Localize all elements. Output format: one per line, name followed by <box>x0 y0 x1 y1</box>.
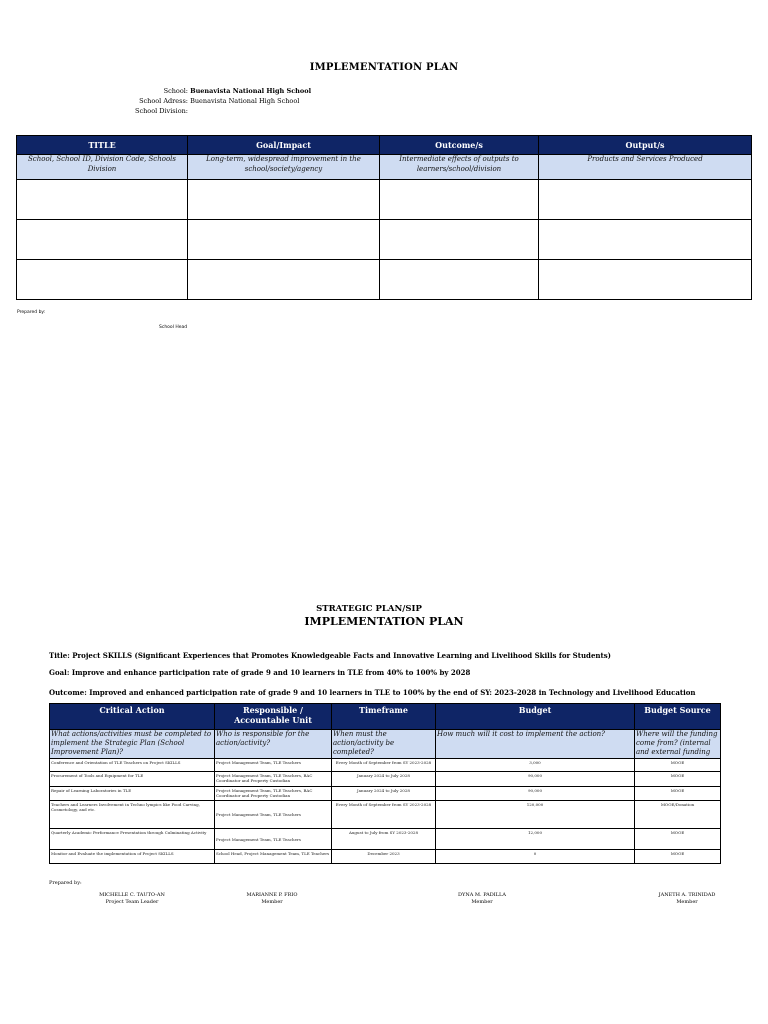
signatory-role: Member <box>261 898 283 905</box>
table-cell[interactable] <box>17 220 188 260</box>
table-header-row <box>50 704 721 730</box>
critical-action-cell: Monitor and Evaluate the implementation of Project SKILLS <box>50 850 215 864</box>
responsible-unit-cell: School Head, Project Management Team, TLE Teachers <box>215 850 332 864</box>
table-cell[interactable] <box>188 180 380 220</box>
critical-action-cell: Conference and Orientation of TLE Teachers on Project SKILLS <box>50 759 215 772</box>
implementation-table <box>16 135 752 300</box>
signatory <box>422 892 542 905</box>
table-cell[interactable] <box>17 260 188 300</box>
header-title: TITLE <box>17 136 188 155</box>
table-row <box>50 801 721 829</box>
critical-action-cell: Procurement of Tools and Equipment for TLE <box>50 772 215 787</box>
goal-line: Goal: Improve and enhance participation rate of grade 9 and 10 learners in TLE from 40% to 100% by 2028 <box>49 668 471 677</box>
table-cell[interactable] <box>380 180 539 220</box>
budget-source-cell: MOOE <box>635 759 721 772</box>
table-row <box>50 759 721 772</box>
header-outputs: Output/s <box>539 136 752 155</box>
responsible-unit-cell: Project Management Team, TLE Teachers <box>215 759 332 772</box>
project-title-line: Title: Project SKILLS (Significant Experiences that Promotes Knowledgeable Facts and Innovative Learning and Livelihood Skills for Students) <box>49 651 611 660</box>
header-critical-action: Critical Action <box>50 704 215 730</box>
signatory-role: Member <box>676 898 698 905</box>
signatory-role: Member <box>471 898 493 905</box>
critical-action-cell: Teachers and Learners Involvement in Techno lympics like Food Carving, Cosmetology, and etc. <box>50 801 215 829</box>
critical-action-cell: Repair of Learning Laboratories in TLE <box>50 787 215 801</box>
signatory-name: MICHELLE C. TAUTO-AN <box>99 892 165 898</box>
budget-source-cell: MOOE/Donation <box>635 801 721 829</box>
table-row <box>50 850 721 864</box>
desc-responsible-unit: Who is responsible for the action/activity? <box>215 730 332 759</box>
desc-budget: How much will it cost to implement the action? <box>436 730 635 759</box>
table-row <box>50 787 721 801</box>
critical-action-cell: Quarterly Academic Performance Presentation through Culminating Activity <box>50 829 215 850</box>
table-cell[interactable] <box>380 220 539 260</box>
header-responsible-unit: Responsible / Accountable Unit <box>215 704 332 730</box>
budget-cell: 90,000 <box>436 787 635 801</box>
desc-critical-action: What actions/activities must be completed to implement the Strategic Plan (School Improvement Plan)? <box>50 730 215 759</box>
address-row <box>100 96 299 106</box>
strategic-plan-subtitle: IMPLEMENTATION PLAN <box>304 615 464 628</box>
signatory <box>72 892 192 905</box>
table-cell[interactable] <box>380 260 539 300</box>
strategic-plan-table <box>49 703 721 864</box>
responsible-unit-cell: Project Management Team, TLE Teachers <box>215 801 332 829</box>
table-description-row <box>17 155 752 180</box>
signatory-name: MARIANNE P. FRIO <box>246 892 298 898</box>
table-header-row <box>17 136 752 155</box>
table-row <box>50 772 721 787</box>
budget-cell: 12,000 <box>436 829 635 850</box>
budget-source-cell: MOOE <box>635 772 721 787</box>
desc-title: School, School ID, Division Code, Schools Division <box>17 155 188 180</box>
address-label: School Adress: <box>139 97 188 105</box>
budget-cell: 3,000 <box>436 759 635 772</box>
table-cell[interactable] <box>188 220 380 260</box>
timeframe-cell: January 2024 to July 2028 <box>332 772 436 787</box>
table-description-row <box>50 730 721 759</box>
page-title: IMPLEMENTATION PLAN <box>309 62 459 73</box>
table-row <box>17 180 752 220</box>
budget-source-cell: MOOE <box>635 829 721 850</box>
budget-cell: 90,000 <box>436 772 635 787</box>
budget-source-cell: MOOE <box>635 787 721 801</box>
budget-source-cell: MOOE <box>635 850 721 864</box>
prepared-by-label: Prepared by: <box>17 310 46 315</box>
school-value: Buenavista National High School <box>190 87 312 95</box>
timeframe-cell: Every Month of September from SY 2023-2028 <box>332 759 436 772</box>
responsible-unit-cell: Project Management Team, TLE Teachers, BAC Coordinator and Property Custodian <box>215 787 332 801</box>
desc-goal-impact: Long-term, widespread improvement in the school/society/agency <box>188 155 380 180</box>
header-outcomes: Outcome/s <box>380 136 539 155</box>
budget-cell: 120,000 <box>436 801 635 829</box>
desc-budget-source: Where will the funding come from? (internal and external funding <box>635 730 721 759</box>
budget-cell: 0 <box>436 850 635 864</box>
table-row <box>17 220 752 260</box>
school-head-label: School Head <box>159 325 188 330</box>
table-cell[interactable] <box>539 220 752 260</box>
desc-outputs: Products and Services Produced <box>539 155 752 180</box>
table-row <box>50 829 721 850</box>
signatory-name: DYNA M. PADILLA <box>458 892 506 898</box>
signatory-role: Project Team Leader <box>105 898 159 905</box>
timeframe-cell: Every Month of September from SY 2023-2028 <box>332 801 436 829</box>
address-value: Buenavista National High School <box>190 97 300 105</box>
timeframe-cell: August to July from SY 2023-2028 <box>332 829 436 850</box>
header-timeframe: Timeframe <box>332 704 436 730</box>
signatory-name: JANETH A. TRINIDAD <box>658 892 716 898</box>
table-cell[interactable] <box>188 260 380 300</box>
prepared-by-label: Prepared by: <box>49 880 82 886</box>
outcome-line: Outcome: Improved and enhanced participation rate of grade 9 and 10 learners in TLE to 100% by the end of SY: 2023-2028 in Technology and Livelihood Education <box>49 688 696 697</box>
header-budget-source: Budget Source <box>635 704 721 730</box>
table-cell[interactable] <box>17 180 188 220</box>
table-cell[interactable] <box>539 260 752 300</box>
school-row <box>100 86 311 96</box>
timeframe-cell: January 2024 to July 2028 <box>332 787 436 801</box>
desc-outcomes: Intermediate effects of outputs to learners/school/division <box>380 155 539 180</box>
table-row <box>17 260 752 300</box>
division-label: School Division: <box>135 107 188 115</box>
division-row <box>100 106 188 116</box>
header-budget: Budget <box>436 704 635 730</box>
signatory <box>212 892 332 905</box>
responsible-unit-cell: Project Management Team, TLE Teachers <box>215 829 332 850</box>
signatory <box>627 892 747 905</box>
timeframe-cell: December 2023 <box>332 850 436 864</box>
header-goal-impact: Goal/Impact <box>188 136 380 155</box>
desc-timeframe: When must the action/activity be completed? <box>332 730 436 759</box>
school-label: School: <box>163 87 188 95</box>
strategic-plan-title: STRATEGIC PLAN/SIP <box>316 604 422 614</box>
responsible-unit-cell: Project Management Team, TLE Teachers, BAC Coordinator and Property Custodian <box>215 772 332 787</box>
table-cell[interactable] <box>539 180 752 220</box>
